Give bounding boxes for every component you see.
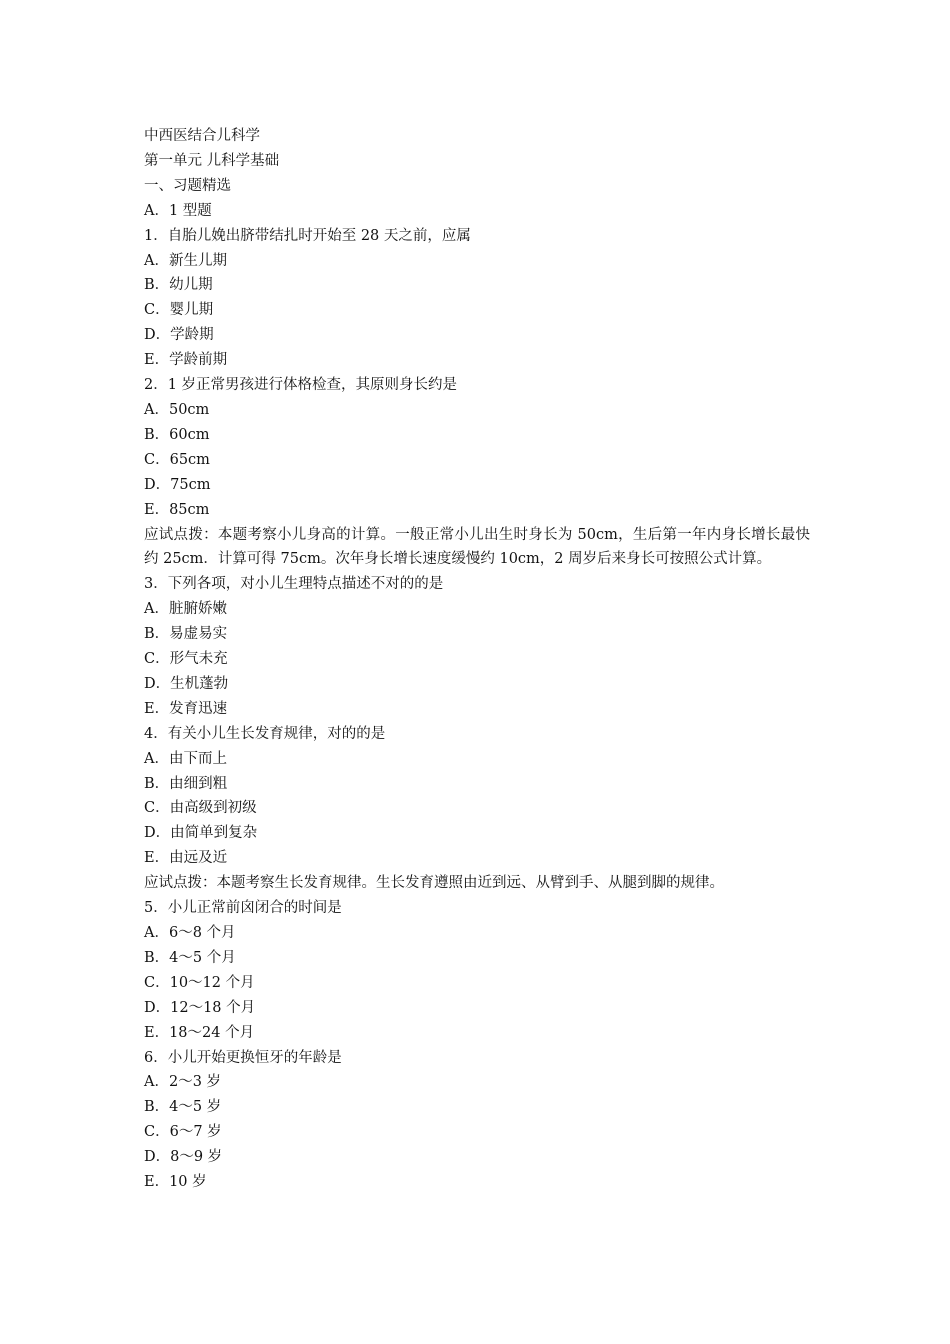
option-c: C．由高级到初级 bbox=[144, 800, 257, 817]
document-title: 中西医结合儿科学 bbox=[144, 128, 260, 144]
question-stem: 3．下列各项，对小儿生理特点描述不对的的是 bbox=[144, 576, 444, 593]
question-6 bbox=[144, 1046, 810, 1195]
option-e: E．发育迅速 bbox=[144, 700, 228, 717]
option-b: B．4～5 岁 bbox=[144, 1099, 222, 1116]
option-d: D．8～9 岁 bbox=[144, 1149, 223, 1166]
option-a: A．50cm bbox=[144, 401, 210, 418]
question-stem: 2．1 岁正常男孩进行体格检查，其原则身长约是 bbox=[144, 377, 458, 394]
option-d: D．生机蓬勃 bbox=[144, 675, 229, 692]
question-5 bbox=[144, 896, 810, 1045]
option-c: C．6～7 岁 bbox=[144, 1124, 222, 1141]
option-e: E．10 岁 bbox=[144, 1174, 207, 1191]
option-c: C．婴儿期 bbox=[144, 302, 214, 319]
option-b: B．4～5 个月 bbox=[144, 949, 236, 966]
section-heading: 一、习题精选 bbox=[144, 177, 231, 194]
option-a: A．新生儿期 bbox=[144, 252, 227, 269]
option-c: C．形气未充 bbox=[144, 651, 228, 668]
option-b: B．由细到粗 bbox=[144, 775, 228, 792]
option-e: E．由远及近 bbox=[144, 850, 228, 867]
question-stem: 4．有关小儿生长发育规律，对的的是 bbox=[144, 725, 386, 742]
option-c: C．65cm bbox=[144, 451, 210, 468]
option-e: E．18～24 个月 bbox=[144, 1024, 255, 1041]
question-2 bbox=[144, 373, 810, 572]
option-b: B．幼儿期 bbox=[144, 277, 213, 294]
option-d: D．学龄期 bbox=[144, 327, 214, 344]
question-type-heading: A．1 型题 bbox=[144, 202, 212, 219]
option-b: B．60cm bbox=[144, 426, 210, 443]
answer-note: 应试点拨：本题考察生长发育规律。生长发育遵照由近到远、从臂到手、从腿到脚的规律。 bbox=[144, 875, 724, 892]
question-stem: 5．小儿正常前囟闭合的时间是 bbox=[144, 900, 342, 917]
option-a: A．由下而上 bbox=[144, 750, 227, 767]
option-a: A．脏腑娇嫩 bbox=[144, 601, 227, 618]
option-c: C．10～12 个月 bbox=[144, 974, 255, 991]
option-a: A．6～8 个月 bbox=[144, 925, 236, 941]
option-d: D．由简单到复杂 bbox=[144, 825, 258, 842]
option-d: D．12～18 个月 bbox=[144, 999, 256, 1016]
unit-heading: 第一单元 儿科学基础 bbox=[144, 152, 280, 169]
question-3 bbox=[144, 572, 810, 721]
question-1 bbox=[144, 224, 810, 373]
option-d: D．75cm bbox=[144, 476, 211, 493]
question-stem: 6．小儿开始更换恒牙的年龄是 bbox=[144, 1049, 342, 1066]
option-e: E．学龄前期 bbox=[144, 352, 228, 369]
option-e: E．85cm bbox=[144, 501, 210, 518]
answer-note: 应试点拨：本题考察小儿身高的计算。一般正常小儿出生时身长为 50cm，生后第一年内身长增长最快约 25cm．计算可得 75cm。次年身长增长速度缓慢约 10cm，2 周岁后来身长可按照公式计算。 bbox=[144, 526, 810, 568]
option-b: B．易虚易实 bbox=[144, 626, 228, 643]
option-a: A．2～3 岁 bbox=[144, 1074, 222, 1091]
question-4 bbox=[144, 722, 810, 896]
document-page bbox=[144, 124, 810, 1195]
question-stem: 1．自胎儿娩出脐带结扎时开始至 28 天之前，应属 bbox=[144, 227, 471, 244]
